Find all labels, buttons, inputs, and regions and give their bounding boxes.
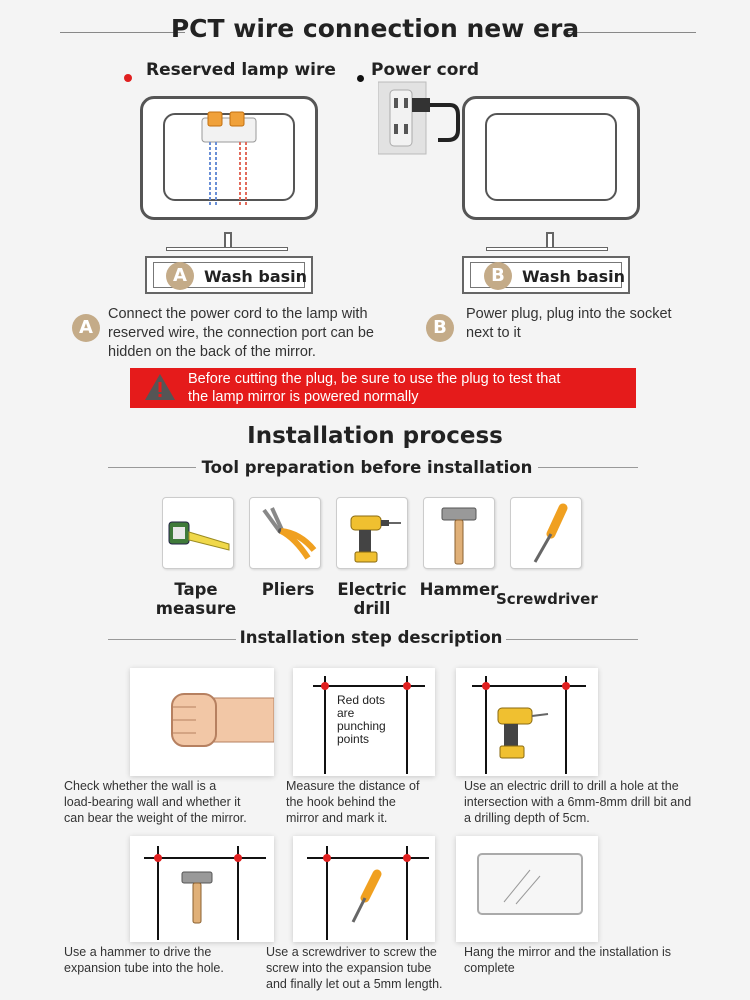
pliers-icon	[250, 498, 322, 570]
note-b-badge-icon: B	[426, 314, 454, 342]
basin-b-label: Wash basin	[522, 267, 626, 286]
tool-label-tape-measure: Tape measure	[155, 580, 237, 618]
tool-label-drill: Electric drill	[337, 580, 407, 618]
step-5-image	[293, 836, 435, 942]
step-2-text: Measure the distance of the hook behind the mirror and mark it.	[286, 779, 420, 825]
faucet-a-bar	[166, 247, 288, 251]
tape-measure-icon	[163, 498, 235, 570]
step-5-text: Use a screwdriver to screw the screw into the expansion tube and finally let out a 5mm length.	[266, 945, 443, 991]
note-b-text: Power plug, plug into the socket next to it	[466, 306, 672, 341]
step-6-text: Hang the mirror and the installation is complete	[464, 945, 672, 975]
note-a-badge-icon: A	[72, 314, 100, 342]
warning-triangle-icon	[143, 372, 177, 402]
faucet-b-icon	[546, 232, 554, 248]
screwdriver-icon	[511, 498, 583, 570]
step-3-text: Use an electric drill to drill a hole at the intersection with a 6mm-8mm drill bit and a drilling depth of 5cm.	[464, 779, 692, 825]
installation-title: Installation process	[247, 423, 503, 449]
steps-rule-left	[108, 639, 236, 640]
electric-drill-icon	[337, 498, 409, 570]
tool-label-screwdriver: Screwdriver	[496, 590, 598, 608]
legend-reserved-wire: Reserved lamp wire	[146, 60, 336, 80]
tool-label-hammer: Hammer	[419, 580, 499, 599]
red-dots-caption: Red dots are punching points	[337, 693, 386, 746]
faucet-a-icon	[224, 232, 232, 248]
step-1-image	[130, 668, 274, 776]
page-title: PCT wire connection new era	[170, 14, 580, 43]
tool-drill-box	[336, 497, 408, 569]
black-dot-icon	[357, 67, 364, 86]
note-a-text: Connect the power cord to the lamp with reserved wire, the connection port can be hidden on the back of the mirror.	[108, 306, 374, 360]
drill-grid-icon	[456, 668, 598, 776]
warning-text: Before cutting the plug, be sure to use the plug to test that the lamp mirror is powered normally	[188, 371, 561, 405]
step-4-image	[130, 836, 274, 942]
steps-rule-right	[506, 639, 638, 640]
step-6-image	[456, 836, 598, 942]
hammer-grid-icon	[130, 836, 274, 942]
faucet-b-bar	[486, 247, 608, 251]
mirror-icon	[456, 836, 598, 942]
fist-icon	[130, 668, 274, 776]
tool-hammer-box	[423, 497, 495, 569]
badge-a-icon: A	[166, 262, 194, 290]
badge-b-icon: B	[484, 262, 512, 290]
wall-outlet-icon	[378, 80, 468, 160]
step-4-text: Use a hammer to drive the expansion tube into the hole.	[64, 945, 224, 975]
step-1-text: Check whether the wall is a load-bearing wall and whether it can bear the weight of the mirror.	[64, 779, 247, 825]
mirror-b-glass	[485, 113, 617, 201]
tools-rule-left	[108, 467, 196, 468]
mirror-b-frame	[462, 96, 640, 220]
hammer-icon	[424, 498, 496, 570]
tool-tape-measure-box	[162, 497, 234, 569]
step-3-image	[456, 668, 598, 776]
tool-label-pliers: Pliers	[261, 580, 315, 599]
steps-heading: Installation step description	[239, 628, 503, 647]
tool-pliers-box	[249, 497, 321, 569]
basin-a-label: Wash basin	[204, 267, 308, 286]
tool-screwdriver-box	[510, 497, 582, 569]
legend-power-cord: Power cord	[371, 60, 479, 80]
tools-heading: Tool preparation before installation	[201, 458, 533, 477]
step-2-image	[293, 668, 435, 776]
wire-connector-icon	[196, 110, 266, 210]
tools-rule-right	[538, 467, 638, 468]
red-dot-icon	[124, 67, 132, 86]
screwdriver-grid-icon	[293, 836, 435, 942]
